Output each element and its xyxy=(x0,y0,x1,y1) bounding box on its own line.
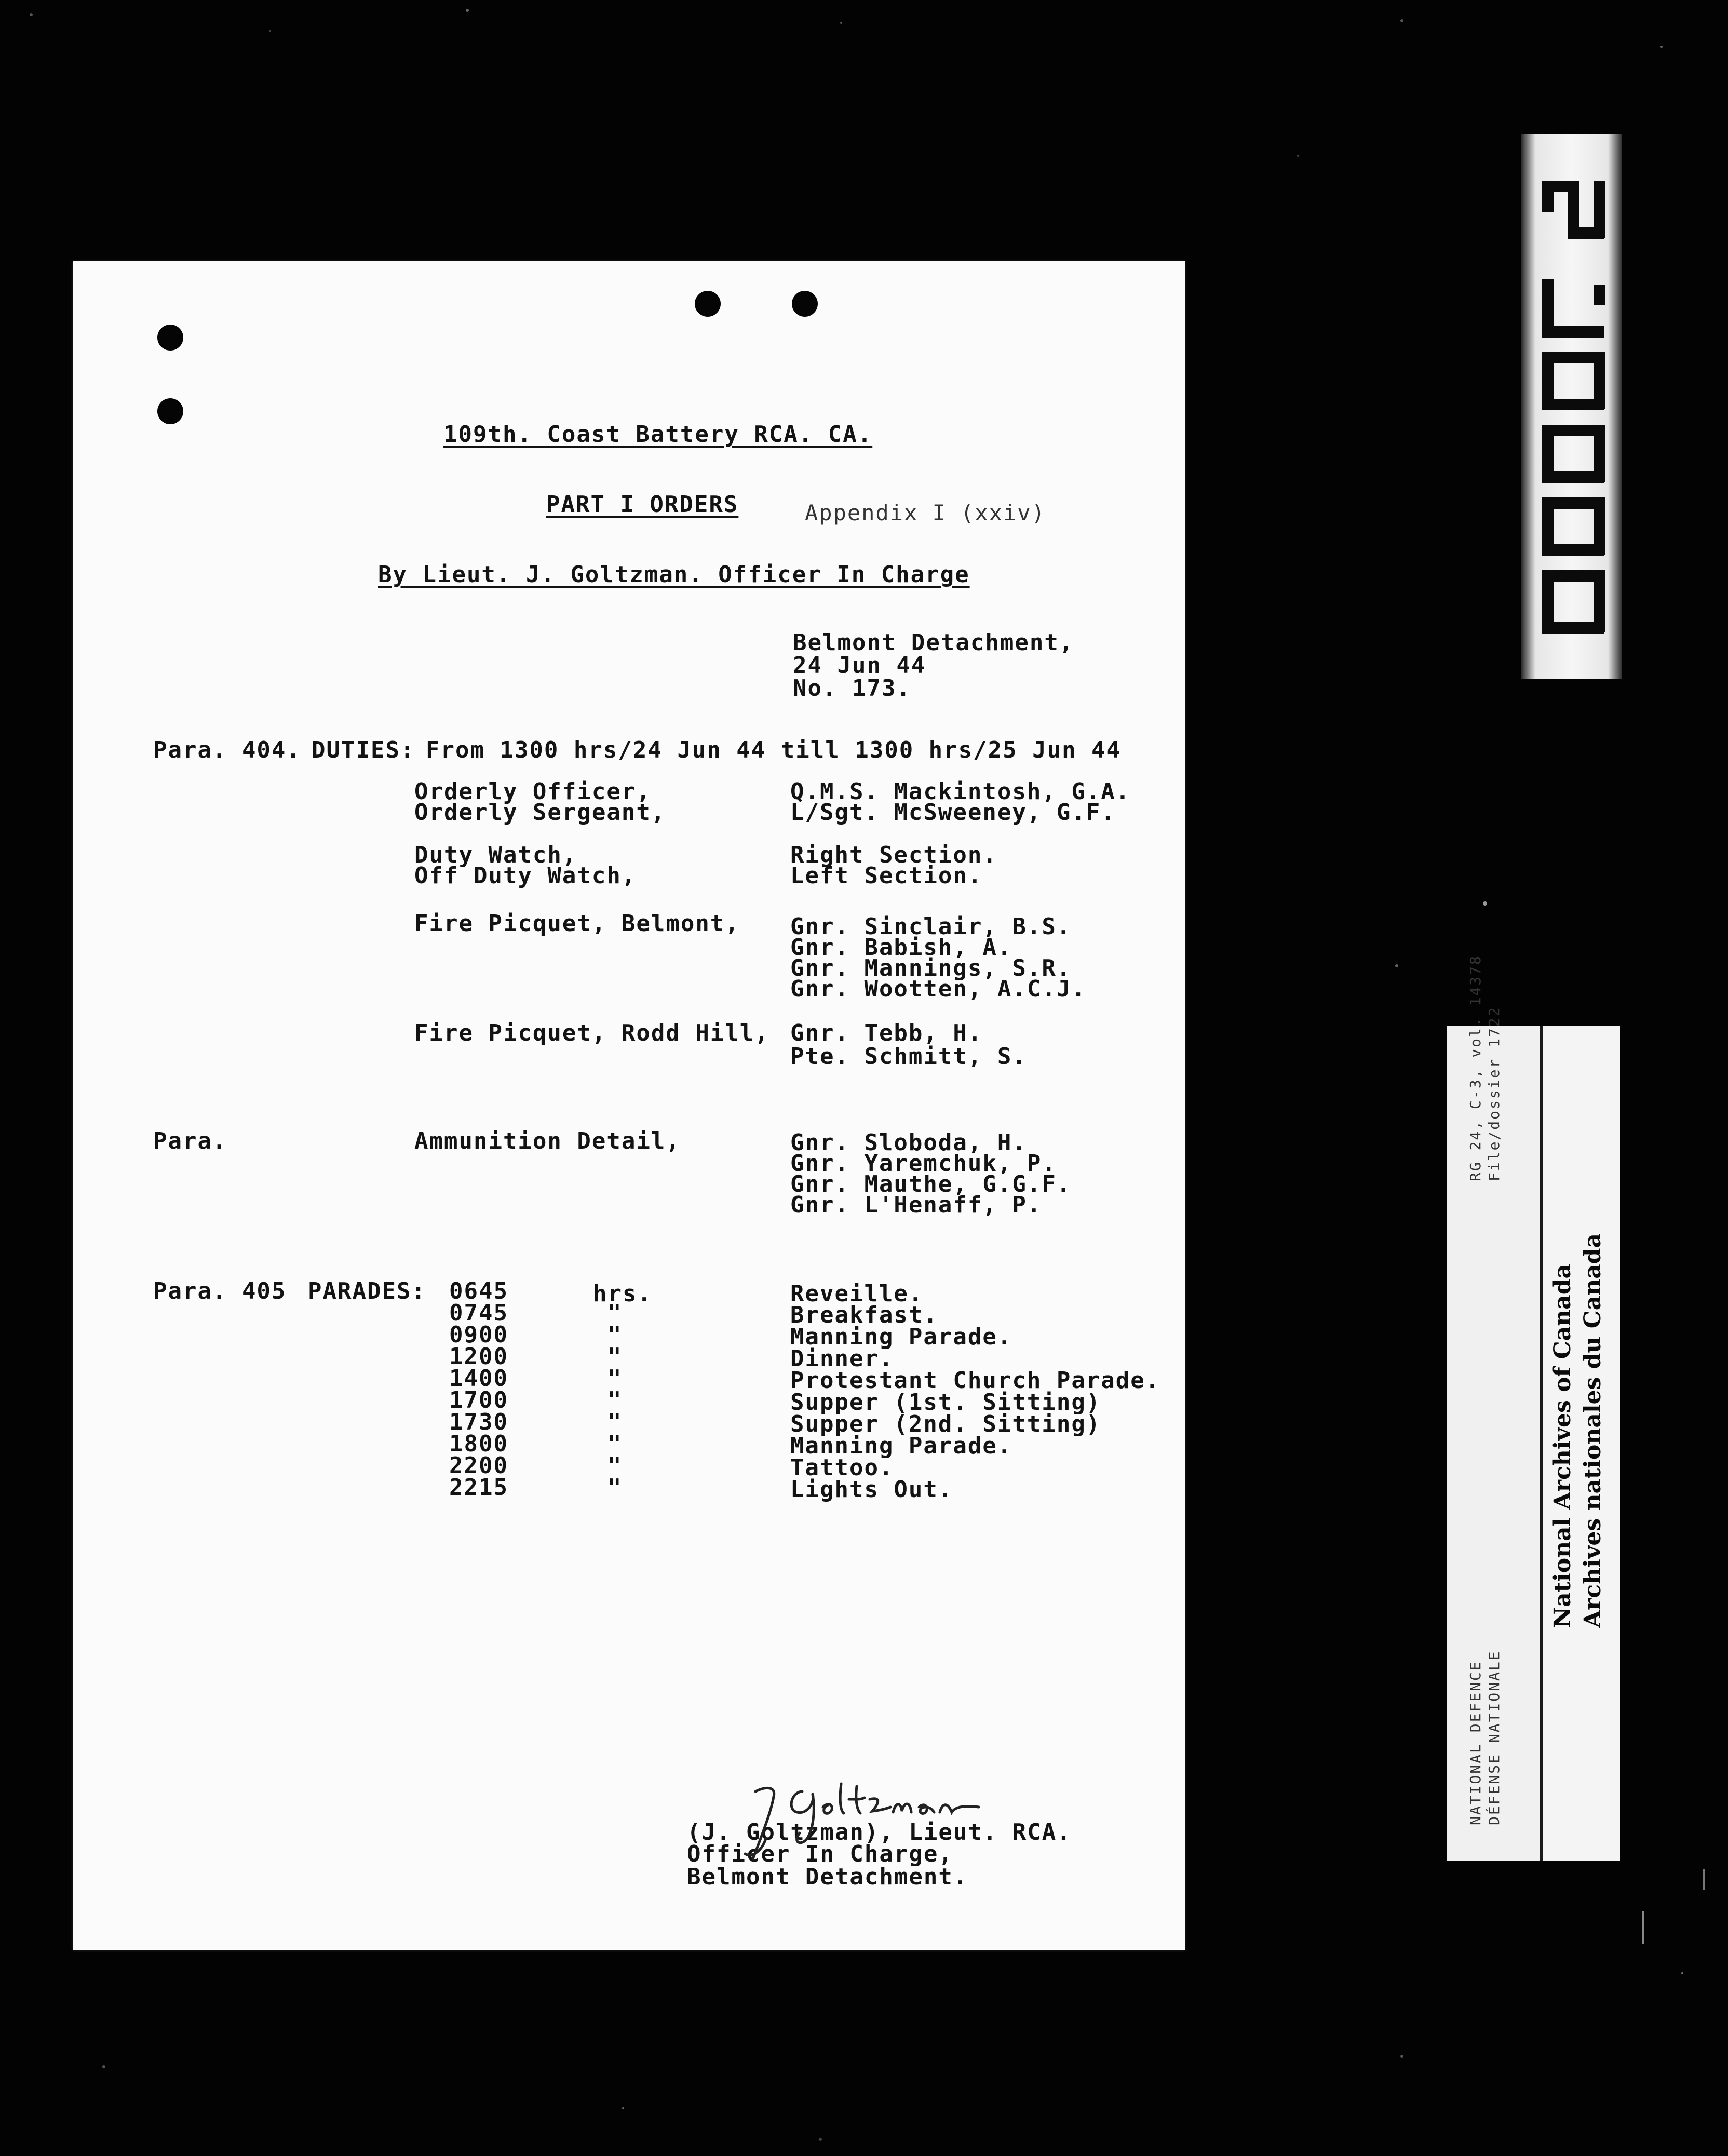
appendix-note: Appendix I (xxiv) xyxy=(805,500,1046,525)
ditto-mark: " xyxy=(608,1452,623,1479)
parade-time: 1700 xyxy=(449,1387,508,1413)
signature-name: (J. Goltzman), Lieut. RCA. xyxy=(687,1819,1072,1845)
ditto-mark: " xyxy=(608,1431,623,1457)
stamp-reference: RG 24, C-3, vol. 14378 xyxy=(1467,954,1484,1181)
parade-event: Reveille. xyxy=(790,1281,924,1307)
duty-name: Fire Picquet, Rodd Hill, xyxy=(414,1020,770,1046)
parade-time: 1200 xyxy=(449,1343,508,1370)
assignee: Gnr. Babish, A. xyxy=(790,934,1013,961)
ditto-mark: " xyxy=(608,1409,623,1435)
orders-title: PART I ORDERS xyxy=(546,491,739,518)
parade-time: 2200 xyxy=(449,1452,508,1479)
parade-time: 1400 xyxy=(449,1365,508,1392)
frame-number-strip xyxy=(1521,134,1622,679)
duty-name: Fire Picquet, Belmont, xyxy=(414,910,740,937)
parade-event: Supper (1st. Sitting) xyxy=(790,1389,1101,1416)
ditto-mark: " xyxy=(608,1474,623,1501)
issued-by: By Lieut. J. Goltzman. Officer In Charge xyxy=(378,561,970,588)
order-sheet xyxy=(73,261,1185,1950)
para-405-label: Para. 405 xyxy=(153,1278,287,1304)
parade-event: Tattoo. xyxy=(790,1454,894,1481)
archives-stamp xyxy=(1447,954,1620,1861)
stamp-department-fr: DÉFENSE NATIONALE xyxy=(1486,1650,1503,1825)
duty-name: Duty Watch, xyxy=(414,842,577,868)
para-404-label: Para. 404. xyxy=(153,737,301,763)
unit-title: 109th. Coast Battery RCA. CA. xyxy=(443,421,873,448)
duty-name: Off Duty Watch, xyxy=(414,863,637,889)
ditto-mark: " xyxy=(608,1387,623,1413)
parades-heading: PARADES: xyxy=(308,1278,426,1304)
frame-number-digits xyxy=(1521,134,1622,679)
parade-event: Breakfast. xyxy=(790,1302,938,1328)
stamp-reference-panel xyxy=(1447,954,1543,1861)
parade-time: 2215 xyxy=(449,1474,508,1501)
duties-period: From 1300 hrs/24 Jun 44 till 1300 hrs/25 Jun 44 xyxy=(426,737,1122,763)
signature-role: Officer In Charge, xyxy=(687,1841,953,1867)
assignee: Right Section. xyxy=(790,842,997,868)
handwritten-signature xyxy=(724,1771,1015,1864)
punch-hole xyxy=(157,398,183,424)
parade-time: 0900 xyxy=(449,1322,508,1348)
ditto-mark: " xyxy=(608,1300,623,1326)
punch-hole xyxy=(695,291,721,317)
ditto-mark: " xyxy=(608,1365,623,1392)
stamp-archives-fr: Archives nationales du Canada xyxy=(1580,1233,1606,1628)
stamp-department: NATIONAL DEFENCE xyxy=(1467,1660,1484,1825)
punch-hole xyxy=(792,291,818,317)
ditto-mark: " xyxy=(608,1322,623,1348)
parade-event: Manning Parade. xyxy=(790,1433,1013,1459)
duties-heading: DUTIES: xyxy=(312,737,415,763)
duty-name: Ammunition Detail, xyxy=(414,1128,681,1154)
assignee: Q.M.S. Mackintosh, G.A. xyxy=(790,778,1131,805)
assignee: Left Section. xyxy=(790,863,983,889)
parade-event: Protestant Church Parade. xyxy=(790,1367,1160,1394)
assignee: Gnr. Wootten, A.C.J. xyxy=(790,976,1086,1002)
assignee: Gnr. Sloboda, H. xyxy=(790,1129,1027,1156)
stamp-archives-en: National Archives of Canada xyxy=(1549,1263,1576,1628)
parade-event: Lights Out. xyxy=(790,1476,953,1503)
assignee: Gnr. Mannings, S.R. xyxy=(790,955,1072,981)
assignee: Gnr. Sinclair, B.S. xyxy=(790,913,1072,940)
parade-event: Dinner. xyxy=(790,1345,894,1372)
punch-hole xyxy=(157,325,183,351)
hrs-label: hrs. xyxy=(593,1281,652,1307)
parade-time: 0645 xyxy=(449,1278,508,1304)
parade-time: 0745 xyxy=(449,1300,508,1326)
signature-text: J. Goltzman xyxy=(755,1791,759,1792)
order-date: 24 Jun 44 xyxy=(793,652,926,679)
assignee: Gnr. Yaremchuk, P. xyxy=(790,1150,1057,1177)
parade-time: 1800 xyxy=(449,1431,508,1457)
order-number: No. 173. xyxy=(793,675,911,702)
ditto-mark: " xyxy=(608,1343,623,1370)
assignee: Gnr. Mauthe, G.G.F. xyxy=(790,1171,1072,1197)
assignee: Pte. Schmitt, S. xyxy=(790,1043,1027,1070)
detachment-location: Belmont Detachment, xyxy=(793,629,1074,656)
stamp-file: File/dossier 1722 xyxy=(1486,1006,1503,1181)
signature-unit: Belmont Detachment. xyxy=(687,1864,968,1890)
para-ammo-label: Para. xyxy=(153,1128,227,1154)
parade-event: Supper (2nd. Sitting) xyxy=(790,1411,1101,1437)
duty-name: Orderly Officer, xyxy=(414,778,651,805)
parade-time: 1730 xyxy=(449,1409,508,1435)
assignee: Gnr. Tebb, H. xyxy=(790,1020,983,1046)
assignee: Gnr. L'Henaff, P. xyxy=(790,1192,1042,1218)
parade-event: Manning Parade. xyxy=(790,1324,1013,1350)
duty-name: Orderly Sergeant, xyxy=(414,799,666,826)
assignee: L/Sgt. McSweeney, G.F. xyxy=(790,799,1116,826)
